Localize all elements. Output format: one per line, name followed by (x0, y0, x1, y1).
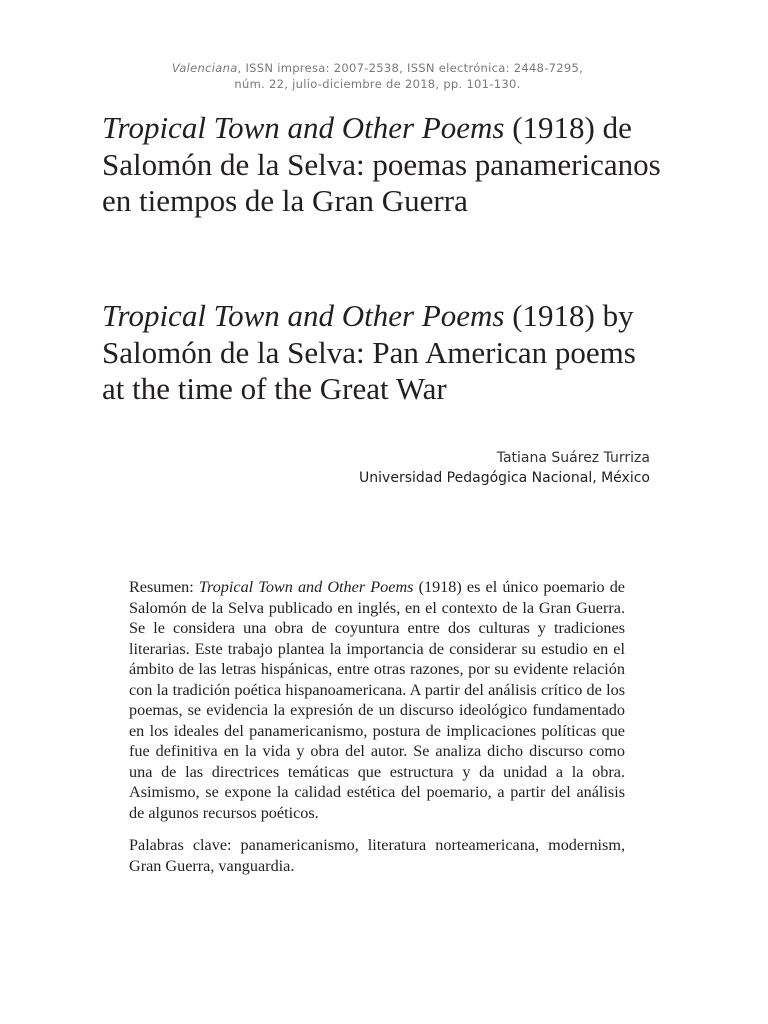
title-english-italic: Tropical Town and Other Poems (102, 298, 505, 333)
journal-issn: , ISSN impresa: 2007-2538, ISSN electrónica: 2448-7295, (237, 61, 584, 75)
title-spanish-rest: (1918) de Salomón de la Selva: poemas panamericanos en tiempos de la Gran Guerra (102, 110, 661, 218)
title-spanish (102, 110, 662, 220)
journal-header (100, 60, 655, 92)
keywords-paragraph: Palabras clave: panamericanismo, literatura norteamericana, modernism, Gran Guerra, vanguardia. (129, 836, 625, 875)
title-english-rest: (1918) by Salomón de la Selva: Pan American poems at the time of the Great War (102, 298, 636, 406)
abstract-italic-title: Tropical Town and Other Poems (198, 578, 414, 596)
author-name: Tatiana Suárez Turriza (496, 450, 650, 466)
journal-header-line1 (100, 60, 655, 76)
journal-name: Valenciana (171, 61, 238, 75)
abstract-text: (1918) es el único poemario de Salomón de la Selva publicado en inglés, en el contexto de la Gran Guerra. Se le considera una obra de coyuntura entre dos culturas y tradiciones literarias. Este trabajo plantea la importancia de considerar su estudio en el ámbito de las letras hispánicas, entre otras razones, por su evidente relación con la tradición poética hispanoamericana. A partir del análisis crítico de los poemas, se evidencia la expresión de un discurso ideológico fundamentado en los ideales del panamericanismo, postura de implicaciones políticas que fue definitiva en la vida y obra del autor. Se analiza dicho discurso como una de las directrices temáticas que estructura y da unidad a la obra. Asimismo, se expone la calidad estética del poemario, a partir del análisis de algunos recursos poéticos. (129, 578, 625, 822)
journal-issue: núm. 22, julio-diciembre de 2018, pp. 101-130. (234, 77, 521, 91)
title-english (102, 298, 662, 408)
author-affiliation: Universidad Pedagógica Nacional, México (359, 470, 650, 486)
title-spanish-italic: Tropical Town and Other Poems (102, 110, 505, 145)
abstract-paragraph (129, 577, 625, 823)
abstract-label: Resumen: (129, 578, 199, 596)
author-block (359, 448, 650, 488)
